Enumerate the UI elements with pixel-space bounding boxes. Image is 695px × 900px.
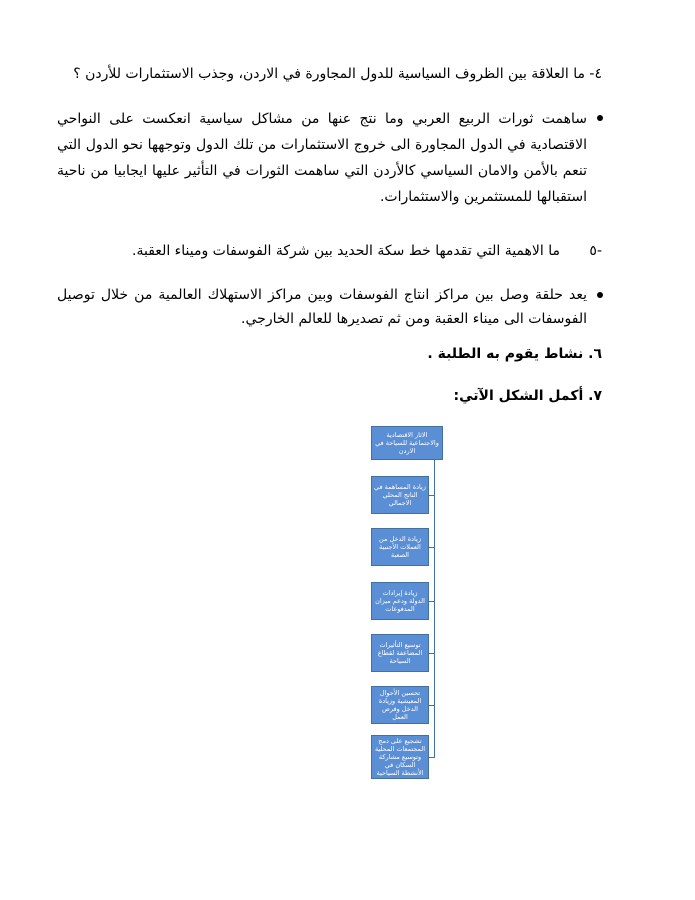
connector-h-3 bbox=[429, 601, 435, 602]
question-7: ٧. أكمل الشكل الآتي: bbox=[453, 388, 602, 404]
question-5-number: -٥ bbox=[589, 243, 602, 259]
connector-h-4 bbox=[429, 653, 435, 654]
connector-h-1 bbox=[429, 495, 435, 496]
diagram-child-box: توسيع التأثيرات المضاعفة لقطاع السياحة bbox=[371, 634, 429, 672]
diagram-child-box: تشجيع على دمج المجتمعات المحلية وتوسيع مشاركة السكان في الأنشطة السياحية bbox=[371, 735, 429, 779]
diagram-child-box: زيادة إيرادات الدولة ودعم ميزان المدفوعات bbox=[371, 582, 429, 620]
connector-h-6 bbox=[429, 757, 435, 758]
question-4: ٤- ما العلاقة بين الظروف السياسية للدول المجاورة في الاردن، وجذب الاستثمارات للأردن ؟ bbox=[73, 66, 602, 82]
connector-vertical bbox=[434, 460, 435, 758]
connector-h-5 bbox=[429, 705, 435, 706]
diagram-child-box: زيادة الدخل من العملات الأجنبية الصعبة bbox=[371, 528, 429, 566]
diagram-child-box: تحسين الأحوال المعيشية وزيادة الدخل وفرص العمل bbox=[371, 686, 429, 724]
question-6: ٦. نشاط يقوم به الطلبة . bbox=[427, 346, 602, 362]
diagram-child-box: زيادة المساهمة في الناتج المحلي الاجمالي bbox=[371, 476, 429, 514]
answer-4: ساهمت ثورات الربيع العربي وما نتج عنها من مشاكل سياسية انعكست على النواحي الاقتصادية في الدول المجاورة الى خروج الاستثمارات من تلك الدول وتوجهها نحو الدول التي تنعم بالأمن والامان السياسي كالأردن التي ساهمت الثورات في التأثير عليها ايجابيا من ناحية استقبالها للمستثمرين والاستثمارات. bbox=[57, 111, 587, 205]
answer-5: يعد حلقة وصل بين مراكز انتاج الفوسفات وبين مراكز الاستهلاك العالمية من خلال توصيل الفوسفات الى ميناء العقبة ومن ثم تصديرها للعالم الخارجي. bbox=[57, 287, 587, 327]
diagram-root-box: الاثار الاقتصادية والاجتماعية للسياحة في الاردن bbox=[371, 426, 443, 460]
connector-h-2 bbox=[429, 547, 435, 548]
question-5-text: ما الاهمية التي تقدمها خط سكة الحديد بين شركة الفوسفات وميناء العقبة. bbox=[132, 243, 560, 259]
